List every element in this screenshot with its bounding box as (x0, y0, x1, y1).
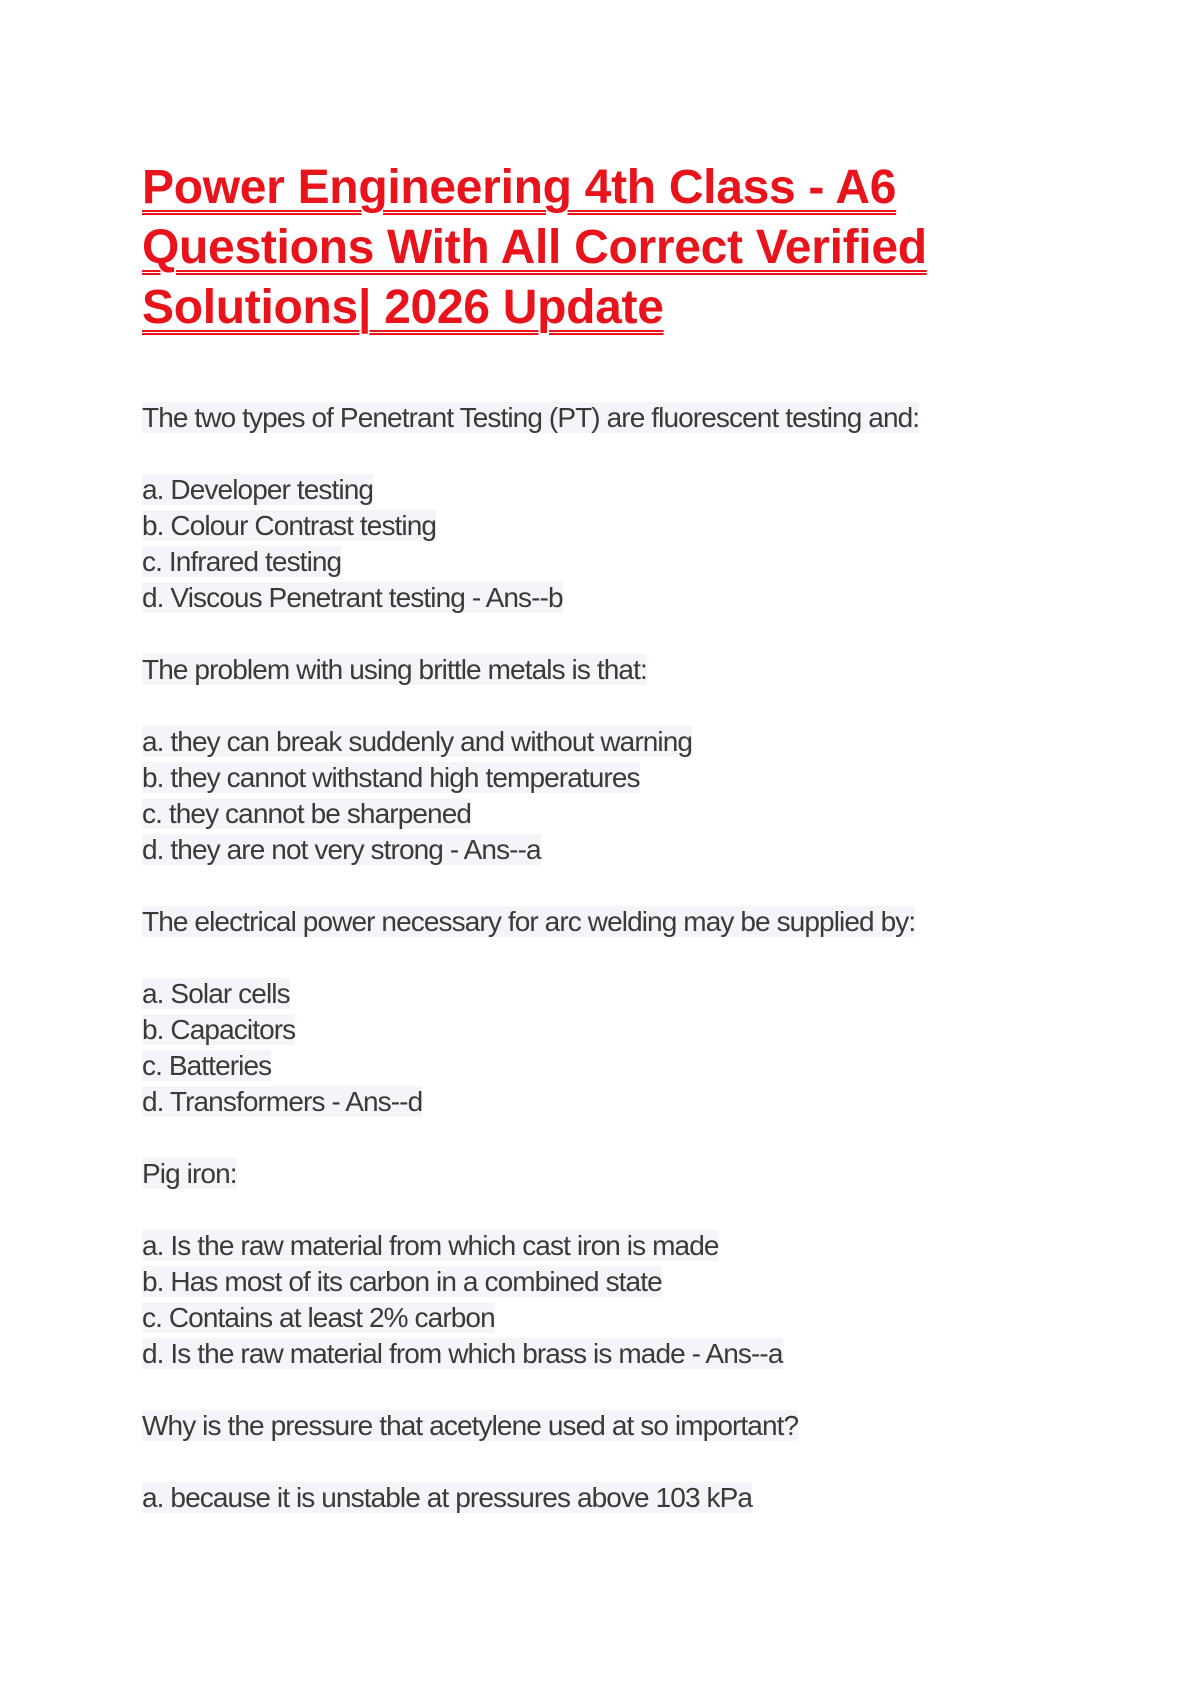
question-block (142, 1408, 1062, 1516)
answer-option: a. Developer testing (142, 474, 374, 505)
title-line-2: Questions With All Correct Verified (142, 221, 927, 274)
question-block (142, 1156, 1062, 1372)
answer-option: c. Contains at least 2% carbon (142, 1302, 495, 1333)
answer-option: b. they cannot withstand high temperatures (142, 762, 640, 793)
answer-option: a. Solar cells (142, 978, 290, 1009)
answer-option: a. Is the raw material from which cast iron is made (142, 1230, 719, 1261)
question-text: Why is the pressure that acetylene used at so important? (142, 1410, 799, 1441)
answer-option: d. they are not very strong - Ans--a (142, 834, 541, 865)
answer-option: d. Is the raw material from which brass is made - Ans--a (142, 1338, 783, 1369)
answer-option: a. they can break suddenly and without warning (142, 726, 693, 757)
question-text: Pig iron: (142, 1158, 237, 1189)
answer-option: a. because it is unstable at pressures above 103 kPa (142, 1482, 753, 1513)
question-list (142, 400, 1062, 1516)
answer-option: c. Batteries (142, 1050, 272, 1081)
question-text: The problem with using brittle metals is that: (142, 654, 647, 685)
title-line-3: Solutions| 2026 Update (142, 281, 664, 334)
answer-option: b. Colour Contrast testing (142, 510, 437, 541)
question-block (142, 400, 1062, 616)
question-text: The electrical power necessary for arc welding may be supplied by: (142, 906, 916, 937)
document-title (142, 158, 1062, 338)
answer-option: d. Transformers - Ans--d (142, 1086, 423, 1117)
question-text: The two types of Penetrant Testing (PT) are fluorescent testing and: (142, 402, 920, 433)
answer-option: c. they cannot be sharpened (142, 798, 472, 829)
answer-option: c. Infrared testing (142, 546, 342, 577)
document-page (142, 158, 1062, 1552)
question-block (142, 904, 1062, 1120)
answer-option: b. Has most of its carbon in a combined state (142, 1266, 662, 1297)
title-line-1: Power Engineering 4th Class - A6 (142, 161, 897, 214)
question-block (142, 652, 1062, 868)
answer-option: b. Capacitors (142, 1014, 296, 1045)
answer-option: d. Viscous Penetrant testing - Ans--b (142, 582, 563, 613)
